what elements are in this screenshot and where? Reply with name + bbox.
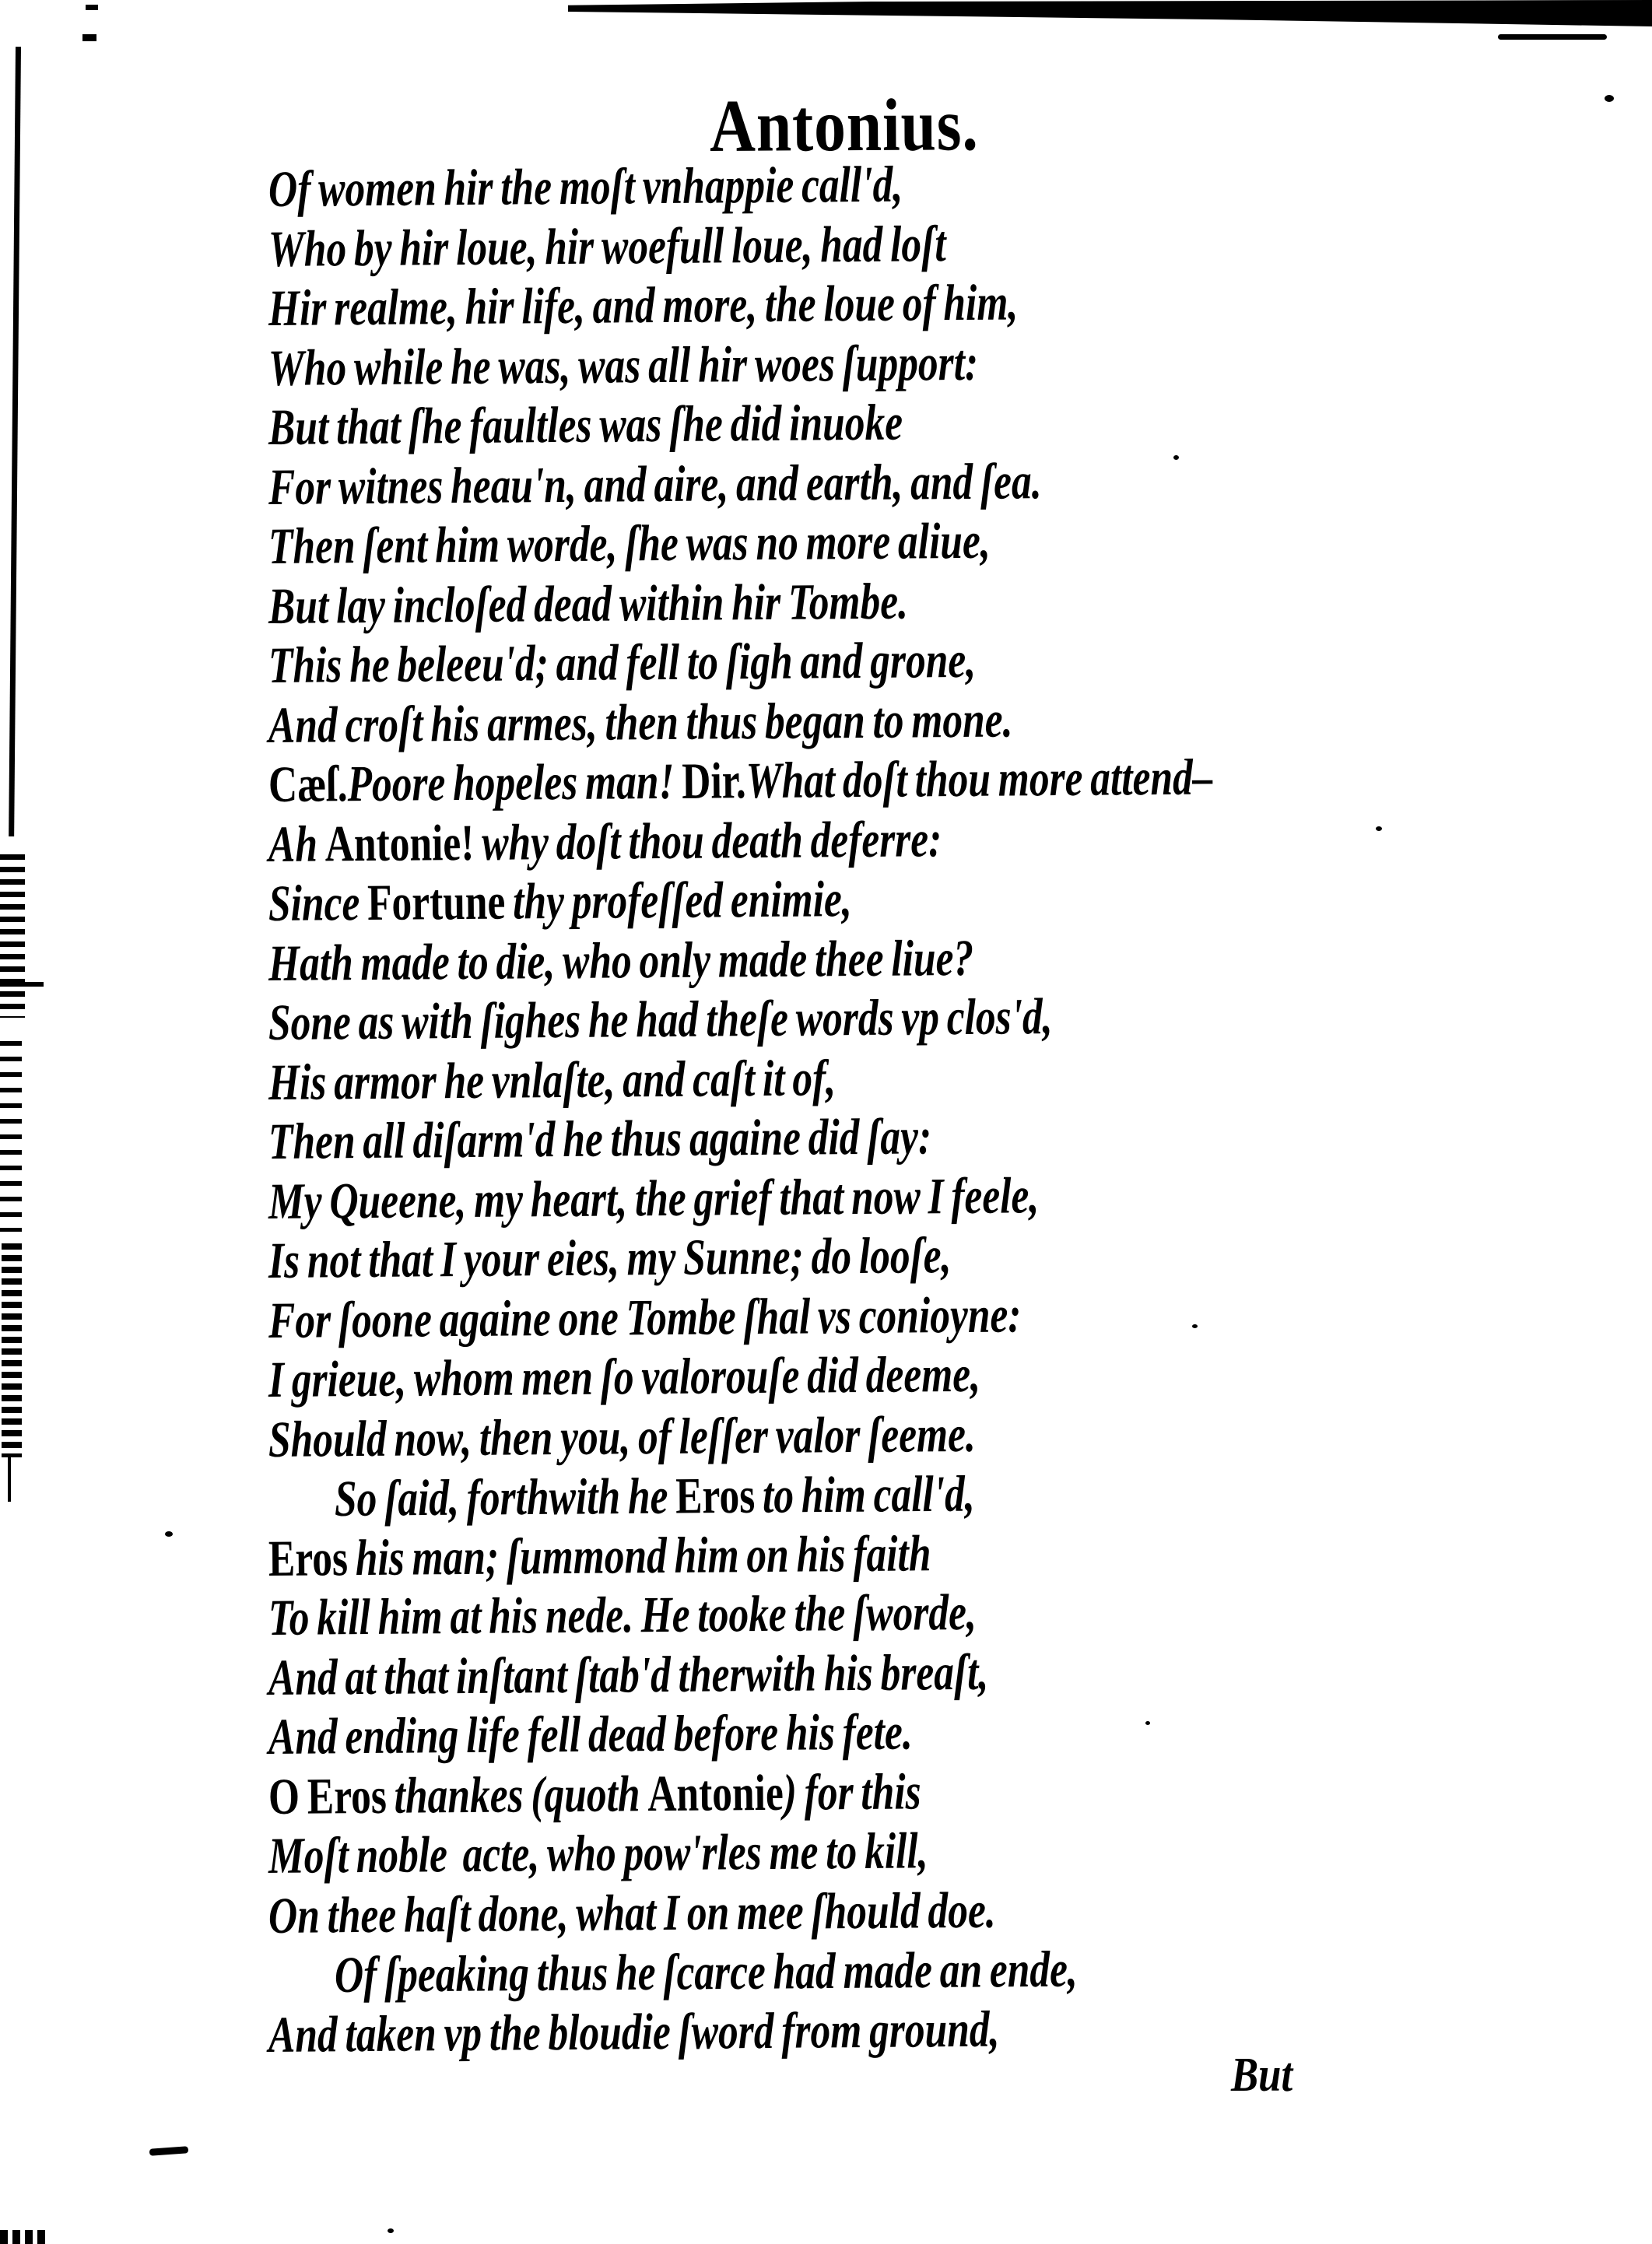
italic-type-text: Of women hir the moſt vnhappie call'd,: [268, 156, 903, 218]
poem-line: [268, 1284, 1213, 1351]
italic-type-text: Ah: [268, 815, 326, 873]
ink-speck: [1605, 95, 1614, 102]
scan-artifact-tick: [86, 5, 98, 10]
italic-type-text: I grieue, whom men ſo valorouſe did deeme,: [268, 1345, 981, 1408]
italic-type-text: Then all diſarm'd he thus againe did ſay:: [268, 1108, 932, 1170]
italic-type-text: And croſt his armes, then thus began to mone.: [268, 690, 1013, 754]
poem-line: [268, 629, 1213, 696]
italic-type-text: Who by hir loue, hir woefull loue, had loſt: [268, 215, 946, 278]
italic-type-text: What doſt thou more attend–: [745, 749, 1213, 810]
scan-artifact-gutter-hatch: [2, 1243, 22, 1457]
poem-line: [268, 570, 1213, 636]
italic-type-text: Hir realme, hir life, and more, the loue of him,: [268, 274, 1019, 337]
roman-type-text: Dir.: [681, 752, 747, 810]
poem-line: [268, 153, 1213, 219]
italic-type-text: To kill him at his nede. He tooke the ſworde,: [268, 1583, 977, 1646]
roman-type-text: Fortune: [367, 873, 506, 932]
scan-artifact-corner-hatch: [0, 2230, 48, 2244]
poem-line: [268, 1581, 1213, 1648]
poem-line: [335, 1939, 1228, 2006]
italic-type-text: On thee haſt done, what I on mee ſhould doe.: [268, 1881, 996, 1944]
italic-type-text: Hath made to die, who only made thee liue?: [268, 929, 974, 992]
poem-line: [268, 1998, 1213, 2065]
italic-type-text: For witnes heau'n, and aire, and earth, and ſea.: [268, 452, 1042, 516]
roman-type-text: Antonie: [647, 1764, 784, 1822]
italic-type-text: Moſt noble acte, who pow'rles me to kill,: [268, 1822, 928, 1885]
italic-type-text: His armor he vnlaſte, and caſt it of,: [268, 1049, 837, 1111]
ink-speck: [388, 2228, 394, 2233]
poem-line: [268, 1641, 1213, 1708]
poem-line: [268, 1819, 1213, 1886]
italic-type-text: thankes (quoth: [386, 1765, 648, 1825]
italic-type-text: So ſaid, forthwith he: [334, 1467, 676, 1527]
poem-line: [268, 212, 1213, 279]
italic-type-text: Poore hopeles man!: [347, 752, 682, 813]
poem-line: [268, 1879, 1213, 1946]
italic-type-text: This he beleeu'd; and fell to ſigh and grone,: [268, 631, 977, 694]
roman-type-text: O Eros: [268, 1767, 388, 1825]
italic-type-text: his man; ſummond him on his faith: [347, 1524, 931, 1587]
poem-line: [268, 867, 1213, 934]
scan-artifact-tick: [82, 34, 96, 41]
scan-artifact-dash: [149, 2146, 189, 2155]
poem-line: [268, 272, 1213, 338]
poem-line: [268, 510, 1213, 577]
italic-type-text: Who while he was, was all hir woes ſupport:: [268, 334, 979, 397]
italic-type-text: Should now, then you, of leſſer valor ſeeme.: [268, 1405, 977, 1468]
scan-artifact-gutter-line: [9, 47, 21, 836]
roman-type-text: Cæſ.: [268, 756, 348, 813]
italic-type-text: But that ſhe faultles was ſhe did inuoke: [268, 394, 903, 456]
poem-line: [268, 1760, 1213, 1827]
poem-line: [268, 986, 1213, 1053]
italic-type-text: Of ſpeaking thus he ſcarce had made an ende,: [334, 1941, 1079, 2004]
ink-speck: [165, 1531, 173, 1537]
poem-text-block: [268, 156, 1479, 2065]
italic-type-text: Since: [268, 875, 368, 932]
italic-type-text: Sone as with ſighes he had theſe words vp clos'd,: [268, 988, 1053, 1051]
italic-type-text: Is not that I your eies, my Sunne; do looſe,: [268, 1227, 952, 1289]
poem-line: [268, 1700, 1213, 1767]
scan-artifact-gutter-line: [8, 1457, 11, 1502]
italic-type-text: ) for this: [783, 1762, 921, 1821]
italic-type-text: And ending life fell dead before his fete.: [268, 1703, 913, 1765]
italic-type-text: to him call'd,: [754, 1465, 975, 1524]
poem-line: [268, 1165, 1213, 1232]
italic-type-text: For ſoone againe one Tombe ſhal vs conioyne:: [268, 1285, 1022, 1349]
roman-type-text: Eros: [675, 1467, 756, 1525]
poem-line: [268, 689, 1213, 756]
running-title: Antonius.: [709, 82, 979, 167]
italic-type-text: And at that inſtant ſtab'd therwith his breaſt,: [268, 1643, 989, 1706]
poem-line: [268, 331, 1213, 398]
poem-line: [335, 1463, 1228, 1530]
poem-line: [268, 1046, 1213, 1113]
scan-artifact-gutter-hatch: [0, 854, 25, 1018]
scan-artifact-top-streak: [1498, 34, 1607, 40]
roman-type-text: Eros: [268, 1529, 349, 1587]
italic-type-text: And taken vp the bloudie ſword from ground,: [268, 2000, 1000, 2063]
poem-line: [268, 748, 1213, 815]
poem-line: [268, 1403, 1213, 1470]
italic-type-text: Then ſent him worde, ſhe was no more aliue,: [268, 512, 991, 575]
poem-line: [268, 451, 1213, 517]
scan-artifact-gutter-hatch: [0, 1041, 22, 1232]
catchword: But: [1231, 2049, 1293, 2102]
poem-line: [268, 927, 1213, 994]
scan-artifact-dash: [0, 982, 44, 987]
poem-line: [268, 808, 1213, 875]
poem-line: [268, 1224, 1213, 1291]
scan-artifact-top-bar: [568, 0, 1652, 26]
poem-line: [268, 1522, 1213, 1589]
italic-type-text: why doſt thou death deferre:: [474, 810, 942, 871]
roman-type-text: Antonie!: [324, 814, 475, 872]
italic-type-text: thy profeſſed enimie,: [505, 871, 852, 931]
poem-line: [268, 1105, 1213, 1172]
italic-type-text: But lay incloſed dead within hir Tombe.: [268, 573, 909, 635]
poem-line: [268, 1343, 1213, 1410]
italic-type-text: My Queene, my heart, the grief that now I feele,: [268, 1166, 1040, 1230]
poem-line: [268, 391, 1213, 458]
